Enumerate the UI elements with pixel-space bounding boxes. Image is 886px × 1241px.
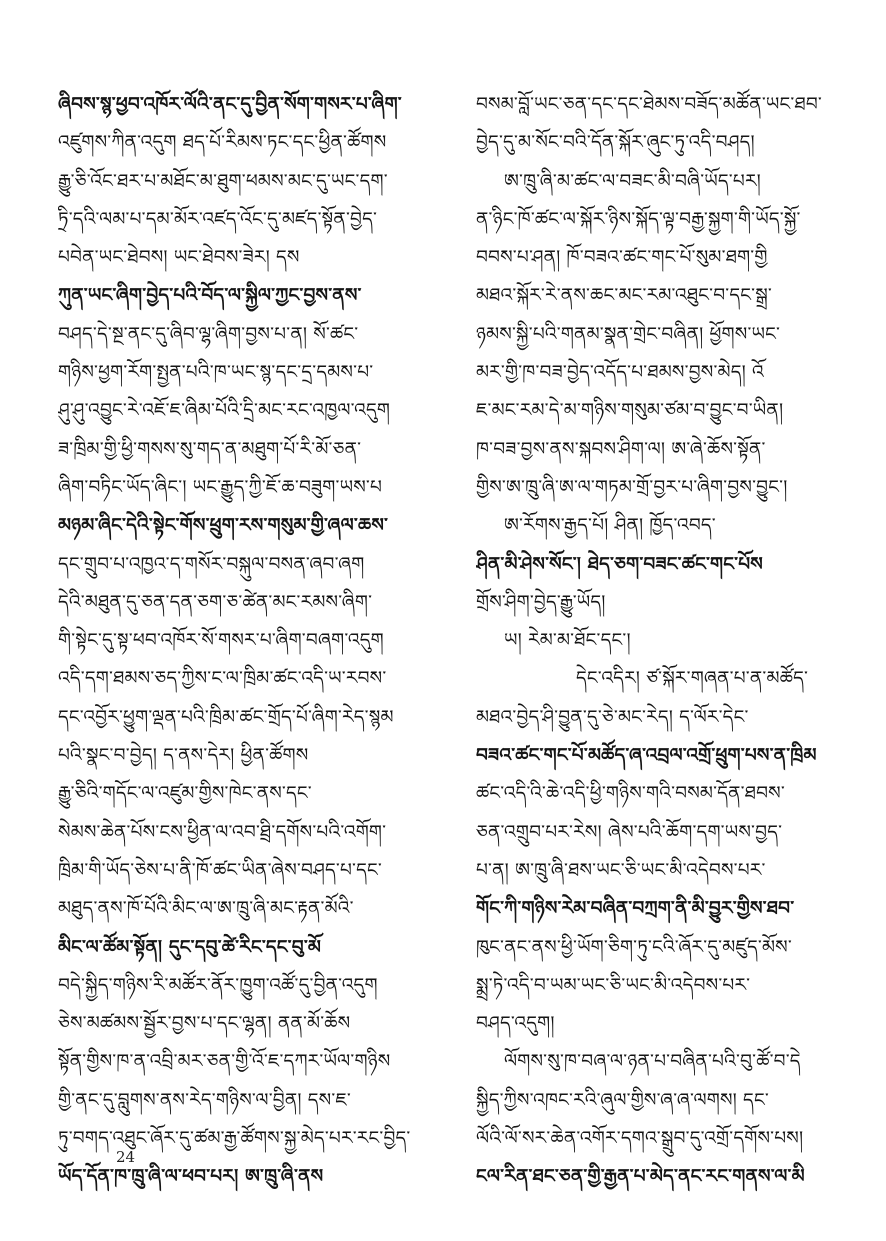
text-line: ཁུང་ནང་ནས་ཕྱི་ཡོག་ཅིག་ཏུ་ངའི་ཞོར་དུ་མཛུད་མོས་ xyxy=(476,936,792,958)
left-column xyxy=(58,86,450,1197)
text-line: བབས་པ་ཤན། ཁོ་བཟའ་ཚང་གང་པོ་སུམ་ཐག་གྱི xyxy=(476,247,768,269)
text-line: རྒྱུ་ཅིའི་གདོང་ལ་འཛུམ་གྱིས་ཁེང་ནས་དང་ xyxy=(58,783,312,805)
text-line: ཏུ་བགད་འཐུང་ཞོར་དུ་ཚམ་རྒྱ་ཚོགས་སྐྱ་མེད་པར་རང་བྱིད་ xyxy=(58,1128,411,1150)
text-line: ན་ཉིང་ཁོ་ཚང་ལ་སྐོར་ཉིས་སྐོད་ལྟ་བརྒྱ་སྐྱག་གི་ཡོད་སྐྱོ་ xyxy=(476,208,801,230)
text-line: གྲོས་ཤིག་བྱེད་རྒྱུ་ཡོད། xyxy=(476,591,606,613)
text-line: གྱི་ནང་དུ་བླུགས་ནས་རེད་གཉིས་ལ་བྱིན། དས་ཇ་ xyxy=(58,1089,352,1111)
text-line: ལོགས་སུ་ཁ་བཞ་ལ་ཉན་པ་བཞིན་པའི་བུ་ཚོ་བ་དེ xyxy=(504,1051,801,1073)
text-line: ཞིབས་སྙ་ཕྱབ་འཁོར་ལོའི་ནང་དུ་བྱིན་སོག་གསར་པ་ཞིག་ xyxy=(58,94,402,115)
text-line: བཤད་དེ་སྔ་ནང་དུ་ཞིབ་ལྷ་ཞིག་བྱས་པ་ན། སོ་ཚང་ xyxy=(58,323,359,345)
text-line: ཡོད་དོན་ཁ་ཁྲུ་ཞི་ལ་ཕབ་པར། ཨ་ཁྲུ་ཞི་ནས xyxy=(58,1166,324,1188)
text-line: སྨྲ་ཏེ་འདི་བ་ཡམ་ཡང་ཅི་ཡང་མི་འདེབས་པར་ xyxy=(476,974,751,996)
text-line: དེང་འདིར། ཙ་སྐོར་གཞན་པ་ན་མཚོད་ xyxy=(576,668,809,690)
text-line: མར་གྱི་ཁ་བཟ་བྱེད་འདོད་པ་ཐམས་བྱས་མེད། འོ xyxy=(476,362,764,384)
text-line: ཡ། རེམ་མ་ཐོང་དང་། xyxy=(504,630,631,652)
text-line: ཨ་རོགས་རྒྱད་པོ། ཤིན། ཁྱོད་འབད་ xyxy=(504,515,716,537)
text-line: བསམ་བློ་ཡང་ཅན་དང་དང་ཐེམས་བཟོད་མཚོན་ཡང་ཐབ་ xyxy=(476,94,823,115)
text-line: ཇ་མང་རམ་དེ་མ་གཉིས་གསུམ་ཙམ་བ་བྱུང་བ་ཡིན། xyxy=(476,400,784,422)
text-line: གོང་ཀི་གཉིས་རེམ་བཞིན་བཀྲག་ནི་མི་བྱུར་གྱིས་ཐབ་ xyxy=(476,898,795,920)
text-line: སྟོན་གྱིས་ཁ་ན་འབྲི་མར་ཅན་གྱི་འོ་ཇ་དཀར་ཡོལ་གཉིས xyxy=(58,1051,391,1073)
text-line: པའི་སྣང་བ་བྱེད། ད་ནས་དེར། ཕྱིན་ཚོགས xyxy=(58,745,309,767)
text-line: ཤུ་ཤུ་འབྱུང་རེ་འཇོ་ཇ་ཞིམ་པོའི་དྲི་མང་རང་འཁྱལ་འདུག xyxy=(58,400,391,422)
text-line: པབེན་ཡང་ཐེབས། ཡང་ཐེབས་ཟེར། དས xyxy=(58,247,300,269)
text-line: འཛུགས་ཀིན་འདུག ཐད་པོ་རིམས་ཏང་དང་ཕྱིན་ཚོགས xyxy=(58,132,387,154)
text-line: གྱིས་ཨ་ཁྲུ་ཞི་ཨ་ལ་གཏམ་གྲོ་བྱར་པ་ཞིག་བྱས་བྱུང་། xyxy=(476,476,788,498)
text-line: ཚང་འདི་འི་ཆེ་འདི་ཕྱི་གཉིས་གའི་བསམ་དོན་ཐབས་ xyxy=(476,783,785,805)
text-line: སྐྱིད་ཀྱིས་འཁང་རའི་ཞུལ་གྱིས་ཞ་ཞ་ལགས། དང་ xyxy=(476,1089,769,1111)
text-line: རྒྱུ་ཅི་འོང་ཐར་པ་མཐོང་མ་ཐུག་ཕམས་མང་དུ་ཡང་དག་ xyxy=(58,170,388,192)
text-line: བཤད་འདུག། xyxy=(476,1013,555,1035)
text-line: ཁ་བཟ་བྱས་ནས་སྐབས་ཤིག་ལ། ཨ་ཞེ་ཆོས་སྟོན་ xyxy=(476,438,766,460)
text-line: ཏྲི་དའི་ལམ་པ་དམ་མོར་འཛད་འོང་དུ་མཛད་སྟོན་བྱེད་ xyxy=(58,208,378,230)
text-line: པ་ན། ཨ་ཁྲུ་ཞི་ཐས་ཡང་ཅི་ཡང་མི་འདེབས་པར་ xyxy=(476,859,766,881)
text-line: བྱེད་དུ་མ་སོང་བའི་དོན་སྐོར་ཞུང་ཏུ་འདི་བཤད། xyxy=(476,132,755,154)
text-line: མཐུད་ནས་ཁོ་པོའི་མིང་ལ་ཨ་ཁྲུ་ཞི་མང་རྟན་མོའི་ xyxy=(58,898,354,920)
text-line: ཀུན་ཡང་ཞིག་བྱེད་པའི་བོད་ལ་སྐྱིལ་ཀྱང་བྱས་ནས་ xyxy=(58,285,362,307)
text-line: ཞིག་བཏིང་ཡོད་ཞིང་། ཡང་རྒྱུད་ཀྱི་ཇོ་ཆ་བཟུག་ཡས་པ xyxy=(58,476,383,498)
text-line: ཨ་ཁྲུ་ཞི་མ་ཚང་ལ་བཟང་མི་བཞི་ཡོད་པར། xyxy=(504,170,761,192)
text-line: དང་འབྱོར་ཕྱུག་ལྡན་པའི་ཁྲིམ་ཚང་གྲོད་པོ་ཞིག་རེད་སྙམ xyxy=(58,706,394,728)
text-line: མཐའ་བྱེད་ཤི་བྱུན་དུ་ཅེ་མང་རེད། ད་ལོར་དེང་ xyxy=(476,706,749,728)
text-line: སེམས་ཆེན་པོས་ངས་ཕྱིན་ལ་འབ་ཐྲི་དགོས་པའི་འགོག་ xyxy=(58,821,387,843)
text-line: ཤིན་མི་ཤེས་སོང་། ཐེད་ཅག་བཟང་ཚང་གང་པོས xyxy=(476,553,763,575)
text-line: ཟ་ཁྲིམ་གྱི་ཕྱི་གསས་སུ་གད་ན་མཐུག་པོ་རི་མོ་ཅན་ xyxy=(58,438,362,460)
text-line: གཉིས་ཕྱག་རོག་སྤྱན་པའི་ཁ་ཡང་སྙ་དང་དྲ་དམས་པ་ xyxy=(58,362,374,384)
text-line: ཅེས་མཚམས་སྦྱོར་བྱས་པ་དང་ལྷན། ནན་མོ་ཆོས xyxy=(58,1013,351,1035)
text-line: བདེ་སྐྱིད་གཉིས་རི་མཚོར་ནོར་ཁྱུག་འཚོ་དུ་བྱིན་འདུག xyxy=(58,974,378,996)
text-line: དེའི་མཐུན་དུ་ཅན་དན་ཅག་ཅ་ཚེན་མང་རམས་ཞིག་ xyxy=(58,591,373,613)
text-line: ཉམས་སྐྱི་པའི་གནམ་སྣན་གྲེང་བཞིན། ཕྱོགས་ཡང་ xyxy=(476,323,781,345)
text-line: མཐའ་སྐོར་རེ་ནས་ཆང་མང་རམ་འཐུང་བ་དང་སྒྲ་ xyxy=(476,285,773,307)
text-line: དང་གྲུབ་པ་འཁྱའ་ད་གསོར་བསྐུལ་བསན་ཞབ་ཞག xyxy=(58,553,365,575)
text-line: ཅན་འགྲུབ་པར་རེས། ཞེས་པའི་ཆོག་དག་ཡས་བྱད་ xyxy=(476,821,783,843)
text-line: བཟའ་ཚང་གང་པོ་མཚོད་ཞ་འབྲལ་འགྲོ་ཕྲུག་པས་ན་ཁྲིམ xyxy=(476,745,817,767)
text-line: ཁྲིམ་གི་ཡོད་ཅེས་པ་ནི་ཁོ་ཚང་ཡིན་ཞེས་བཤད་པ་དང་ xyxy=(58,859,382,881)
text-line: འདི་དག་ཐམས་ཅད་ཀྱིས་ང་ལ་ཁྲིམ་ཚང་འདི་ཡ་རབས་ xyxy=(58,668,387,690)
text-line: ངལ་རིན་ཐང་ཅན་གྱི་རྒྱན་པ་མེད་ནང་རང་གནས་ལ་མི xyxy=(476,1166,805,1188)
page-number: 24 xyxy=(116,1148,136,1166)
text-line: ལོའི་ལོ་སར་ཆེན་འགོར་དགའ་སྒྲུབ་དུ་འགྲོ་དགོས་པས། xyxy=(476,1128,804,1150)
text-line: མཉམ་ཞིང་དེའི་སྟེང་གོས་ཕྲུག་རས་གསུམ་གྱི་ཞལ་ཆས་ xyxy=(58,515,389,537)
text-line: གི་སྟེང་དུ་སྟ་ཕབ་འཁོར་སོ་གསར་པ་ཞིག་བཞག་འདུག xyxy=(58,630,384,652)
right-column xyxy=(476,86,868,1197)
text-line: མིང་ལ་ཚོམ་སྟོན། དུང་དབུ་ཚེ་རིང་དང་བུ་མོ xyxy=(58,936,322,958)
